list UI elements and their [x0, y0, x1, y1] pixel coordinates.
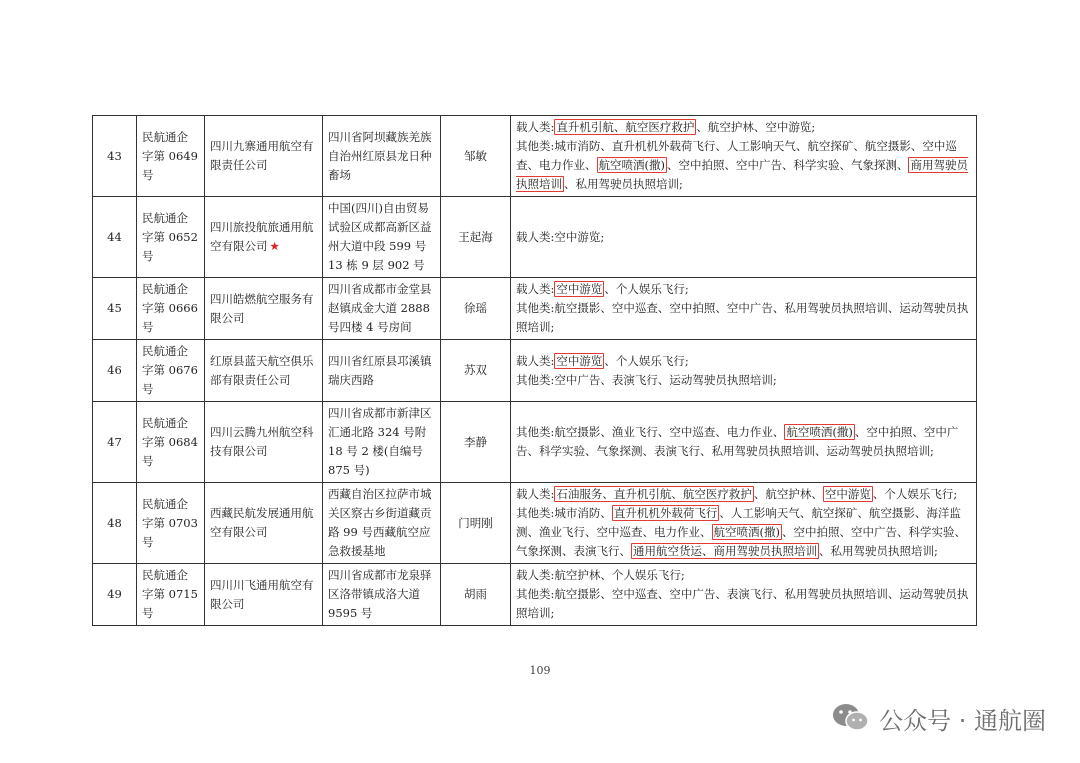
scope-text: 载人类:: [516, 120, 555, 134]
scope-text: 、人工影响天气、航空探矿、航空摄影、海洋监测、渔业飞行、空中巡查、电力作业、: [516, 506, 961, 539]
company-name: [205, 402, 323, 483]
scope-text: 、空中拍照、空中广告、科学实验、气象探测、表演飞行、: [516, 525, 966, 558]
company-name: [205, 564, 323, 626]
certificate-number: 民航通企字第 0684 号: [137, 402, 205, 483]
company-name-text: 四川云腾九州航空科技有限公司: [210, 425, 314, 458]
company-name: [205, 197, 323, 278]
certificate-number: 民航通企字第 0703 号: [137, 483, 205, 564]
scope-line: [516, 585, 971, 623]
company-name-text: 四川旅投航旅通用航空有限公司: [210, 220, 314, 253]
watermark: [831, 700, 1046, 736]
scope-text: 、私用驾驶员执照培训;: [819, 544, 938, 558]
scope-line: [516, 566, 971, 585]
scope-text: 、个人娱乐飞行;: [604, 282, 689, 296]
company-name: [205, 116, 323, 197]
row-number: 48: [93, 483, 137, 564]
legal-representative: 李静: [441, 402, 511, 483]
row-number: 47: [93, 402, 137, 483]
scope-text: 、空中拍照、空中广告、科学实验、气象探测、: [666, 158, 909, 172]
scope-text: 、私用驾驶员执照培训;: [564, 177, 683, 191]
row-number: 49: [93, 564, 137, 626]
watermark-text: 公众号 · 通航圈: [879, 706, 1046, 735]
scope-line: [516, 280, 971, 299]
scope-line: [516, 299, 971, 337]
table-row: [93, 564, 977, 626]
scope-text: 其他类:空中广告、表演飞行、运动驾驶员执照培训;: [516, 372, 777, 387]
table-row: [93, 197, 977, 278]
highlighted-scope-item: 通用航空货运、商用驾驶员执照培训: [633, 544, 817, 558]
certificate-number: 民航通企字第 0676 号: [137, 340, 205, 402]
certificate-number: 民航通企字第 0652 号: [137, 197, 205, 278]
certificate-number: 民航通企字第 0715 号: [137, 564, 205, 626]
scope-line: [516, 371, 971, 390]
scope-text: 其他类:航空摄影、渔业飞行、空中巡查、电力作业、: [516, 425, 785, 439]
highlighted-scope-item: 直升机引航、航空医疗救护: [556, 120, 695, 134]
company-address: 西藏自治区拉萨市城关区察古乡街道藏贡路 99 号西藏航空应急救援基地: [323, 483, 441, 564]
company-address: 四川省阿坝藏族羌族自治州红原县龙日种畜场: [323, 116, 441, 197]
business-scope: [511, 564, 977, 626]
wechat-icon: [831, 702, 871, 734]
business-scope: [511, 197, 977, 278]
table-row: [93, 116, 977, 197]
legal-representative: 苏双: [441, 340, 511, 402]
scope-text: 其他类:航空摄影、空中巡查、空中广告、表演飞行、私用驾驶员执照培训、运动驾驶员执照培训;: [516, 587, 969, 620]
business-scope: [511, 278, 977, 340]
scope-text: 其他类:城市消防、: [516, 506, 612, 520]
star-icon: ★: [269, 239, 280, 253]
scope-line: [516, 352, 971, 371]
table-row: [93, 402, 977, 483]
highlighted-scope-item: 空中游览: [556, 282, 603, 296]
highlighted-scope-item: 商用驾驶员执照培训: [516, 158, 968, 191]
scope-text: 、个人娱乐飞行;: [872, 487, 958, 501]
scope-line: [516, 118, 971, 137]
scope-line: [516, 423, 971, 461]
scope-line: [516, 228, 971, 247]
certificate-number: 民航通企字第 0649 号: [137, 116, 205, 197]
highlighted-scope-item: 石油服务、直升机引航、航空医疗救护: [556, 487, 752, 501]
row-number: 43: [93, 116, 137, 197]
highlighted-scope-item: 航空喷洒(撒): [598, 158, 665, 172]
row-number: 45: [93, 278, 137, 340]
row-number: 44: [93, 197, 137, 278]
legal-representative: 王起海: [441, 197, 511, 278]
table-row: [93, 340, 977, 402]
company-address: 四川省红原县邛溪镇瑞庆西路: [323, 340, 441, 402]
business-scope: [511, 402, 977, 483]
certificate-number: 民航通企字第 0666 号: [137, 278, 205, 340]
highlighted-scope-item: 航空喷洒(撒): [713, 525, 780, 539]
business-scope: [511, 483, 977, 564]
company-name-text: 红原县蓝天航空俱乐部有限责任公司: [210, 353, 314, 387]
company-address: 四川省成都市新津区汇通北路 324 号附 18 号 2 楼(自编号 875 号): [323, 402, 441, 483]
scope-text: 载人类:: [516, 353, 555, 368]
company-name: [205, 483, 323, 564]
company-address: 四川省成都市金堂县赵镇成金大道 2888 号四楼 4 号房间: [323, 278, 441, 340]
row-number: 46: [93, 340, 137, 402]
company-name: [205, 340, 323, 402]
highlighted-scope-item: 航空喷洒(撒): [786, 425, 853, 439]
business-scope: [511, 116, 977, 197]
table-row: [93, 278, 977, 340]
highlighted-scope-item: 空中游览: [556, 353, 603, 368]
table-row: [93, 483, 977, 564]
registry-table: [92, 115, 977, 626]
scope-text: 载人类:: [516, 282, 555, 296]
highlighted-scope-item: 直升机机外载荷飞行: [613, 506, 718, 520]
scope-text: 、个人娱乐飞行;: [604, 353, 689, 368]
scope-text: 载人类:空中游览;: [516, 229, 605, 244]
company-name-text: 四川皓燃航空服务有限公司: [210, 291, 314, 325]
scope-text: 其他类:城市消防、直升机机外载荷飞行、人工影响天气、航空探矿、航空摄影、空中巡查、电力作业、: [516, 139, 957, 172]
company-address: 四川省成都市龙泉驿区洛带镇成洛大道 9595 号: [323, 564, 441, 626]
company-name-text: 西藏民航发展通用航空有限公司: [210, 506, 314, 539]
legal-representative: 胡雨: [441, 564, 511, 626]
scope-text: 其他类:航空摄影、空中巡查、空中拍照、空中广告、私用驾驶员执照培训、运动驾驶员执照培训;: [516, 301, 969, 334]
highlighted-scope-item: 空中游览: [824, 487, 871, 501]
scope-text: 、空中拍照、空中广告、科学实验、气象探测、表演飞行、私用驾驶员执照培训、运动驾驶员执照培训;: [516, 425, 959, 458]
company-name-text: 四川九寨通用航空有限责任公司: [210, 139, 314, 172]
scope-text: 载人类:航空护林、个人娱乐飞行;: [516, 568, 685, 582]
scope-line: [516, 485, 971, 504]
legal-representative: 邹敏: [441, 116, 511, 197]
scope-text: 载人类:: [516, 487, 555, 501]
legal-representative: 徐瑶: [441, 278, 511, 340]
scope-line: [516, 137, 971, 194]
scope-text: 、航空护林、空中游览;: [696, 120, 816, 134]
page-number: 109: [529, 664, 551, 677]
business-scope: [511, 340, 977, 402]
scope-line: [516, 504, 971, 561]
company-name-text: 四川川飞通用航空有限公司: [210, 577, 314, 611]
company-name: [205, 278, 323, 340]
legal-representative: 门明刚: [441, 483, 511, 564]
scope-text: 、航空护林、: [753, 487, 823, 501]
company-address: 中国(四川)自由贸易试验区成都高新区益州大道中段 599 号 13 栋 9 层 902 号: [323, 197, 441, 278]
